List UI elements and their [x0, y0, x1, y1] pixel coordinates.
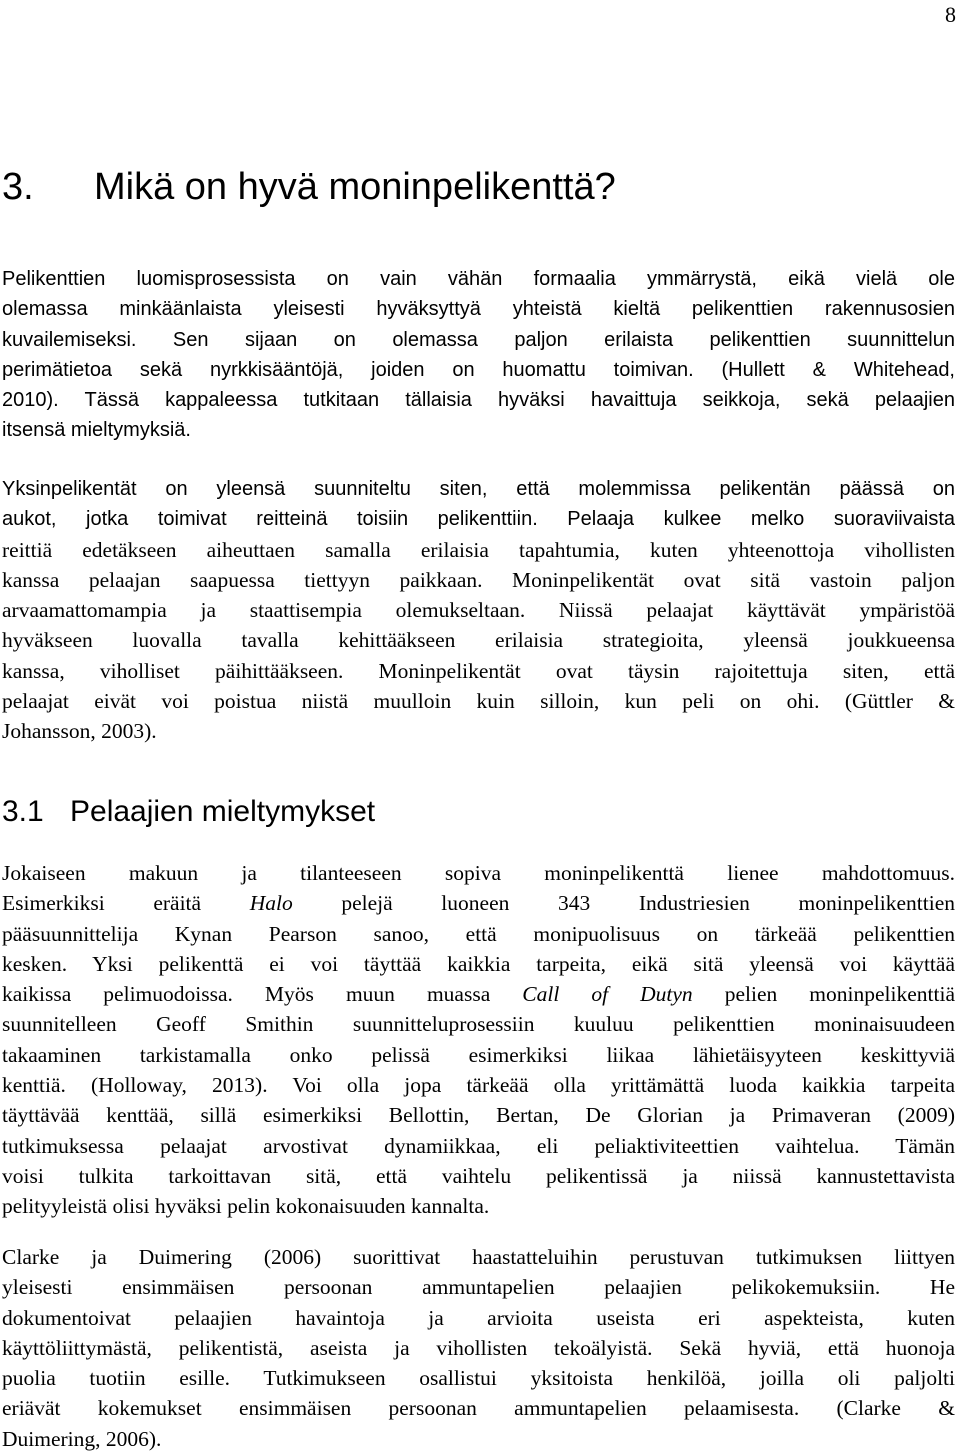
text-run: pelien moninpelikenttiä — [692, 982, 955, 1007]
paragraph-line: Pelikenttien luomisprosessista on vain vähän formaalia ymmärrystä, eikä vielä ole — [2, 268, 955, 290]
paragraph-line: kanssa pelaajan saapuessa tiettyyn paikkaan. Moninpelikentät ovat sitä vastoin paljon — [2, 567, 955, 592]
paragraph-line: arvaamattomampia ja staattisempia olemukseltaan. Niissä pelaajat käyttävät ympäristöä — [2, 598, 955, 623]
paragraph-line: itsensä mieltymyksiä. — [2, 419, 191, 442]
game-title-italic: Halo — [249, 891, 293, 916]
paragraph-line: voisi tulkita tarkoittavan sitä, että vaihtelu pelikentissä ja niissä kannustettavista — [2, 1163, 955, 1188]
section-title: Mikä on hyvä moninpelikenttä? — [94, 166, 616, 208]
paragraph-line: Clarke ja Duimering (2006) suorittivat haastatteluihin perustuvan tutkimuksen liittyen — [2, 1245, 955, 1269]
text-run: Esimerkiksi eräitä — [2, 891, 250, 916]
paragraph-line: täyttävää kenttää, sillä esimerkiksi Bellottin, Bertan, De Glorian ja Primaveran (2009) — [2, 1103, 955, 1128]
paragraph-line: hyväkseen luovalla tavalla kehittääkseen erilaisia strategioita, yleensä joukkueensa — [2, 628, 955, 653]
paragraph-line: kenttiä. (Holloway, 2013). Voi olla jopa tärkeää olla yrittämättä luoda kaikkia tarpeita — [2, 1073, 955, 1098]
paragraph-line: pelityyleistä olisi hyväksi pelin kokonaisuuden kannalta. — [2, 1194, 490, 1219]
paragraph-line: kesken. Yksi pelikenttä ei voi täyttää kaikkia tarpeita, eikä sitä yleensä voi käyttää — [2, 951, 955, 976]
page-number: 8 — [945, 2, 956, 27]
paragraph-line: puolia tuotiin esille. Tutkimukseen osallistui yksitoista henkilöä, joilla oli paljolti — [2, 1366, 955, 1391]
text-run: kaikissa pelimuodoissa. Myös muun muassa — [2, 982, 523, 1007]
paragraph-line: käyttöliittymästä, pelikentistä, aseista ja vihollisten tekoälyistä. Sekä hyviä, että huonoja — [2, 1335, 955, 1360]
paragraph-line: takaaminen tarkistamalla onko pelissä esimerkiksi liikaa lähietäisyyteen keskittyviä — [2, 1042, 955, 1067]
paragraph-line: pääsuunnittelija Kynan Pearson sanoo, että monipuolisuus on tärkeää pelikenttien — [2, 921, 955, 946]
game-title-italic: Call of Dutyn — [522, 982, 693, 1007]
paragraph-clarke-duimering — [2, 1242, 955, 1454]
paragraph-line: kanssa, viholliset päihittääkseen. Moninpelikentät ovat täysin rajoitettuja siten, että — [2, 658, 955, 683]
paragraph-player-preferences — [2, 858, 955, 1222]
paragraph-line: olemassa minkäänlaista yleisesti hyväksyttyä yhteistä kieltä pelikenttien rakennusosien — [2, 298, 955, 321]
paragraph-line — [2, 979, 955, 1009]
paragraph-line: dokumentoivat pelaajien havaintoja ja arvioita useista eri aspekteista, kuten — [2, 1305, 955, 1330]
paragraph-line: perimätietoa sekä nyrkkisääntöjä, joiden on huomattu toimivan. (Hullett & Whitehead, — [2, 358, 955, 381]
paragraph-line: tutkimuksessa pelaajat arvostivat dynamiikkaa, eli peliaktiviteettien vaihtelua. Tämän — [2, 1133, 955, 1158]
subsection-number: 3.1 — [2, 795, 44, 828]
paragraph-line: Yksinpelikentät on yleensä suunniteltu siten, että molemmissa pelikentän päässä on — [2, 478, 955, 500]
paragraph-line: 2010). Tässä kappaleessa tutkitaan tällaisia hyväksi havaittuja seikkoja, sekä pelaajien — [2, 389, 955, 412]
paragraph-line: Jokaiseen makuun ja tilanteeseen sopiva moninpelikenttä lienee mahdottomuus. — [2, 861, 955, 885]
paragraph-line: kuvailemiseksi. Sen sijaan on olemassa paljon erilaista pelikenttien suunnittelun — [2, 328, 955, 351]
paragraph-intro — [2, 264, 955, 446]
paragraph-line: reittiä edetäkseen aiheuttaen samalla erilaisia tapahtumia, kuten yhteenottoja vihollisten — [2, 537, 955, 562]
paragraph-singleplayer-vs-multiplayer — [2, 474, 955, 747]
text-run: pelejä luoneen 343 Industriesien moninpelikenttien — [292, 891, 956, 916]
paragraph-line: Johansson, 2003). — [2, 719, 157, 744]
paragraph-line: eriävät kokemukset ensimmäisen persoonan ammuntapelien pelaamisesta. (Clarke & — [2, 1396, 955, 1421]
section-number: 3. — [2, 166, 34, 208]
subsection-title: Pelaajien mieltymykset — [70, 795, 376, 828]
paragraph-line: Duimering, 2006). — [2, 1426, 162, 1451]
paragraph-line: aukot, jotka toimivat reitteinä toisiin pelikenttiin. Pelaaja kulkee melko suoraviivaista — [2, 508, 955, 531]
paragraph-line: suunnitelleen Geoff Smithin suunnitteluprosessiin kuuluu pelikenttien moninaisuudeen — [2, 1012, 955, 1037]
section-heading — [2, 164, 616, 210]
subsection-heading — [2, 793, 375, 831]
paragraph-line: pelaajat eivät voi poistua niistä muulloin kuin silloin, kun peli on ohi. (Güttler & — [2, 689, 955, 714]
paragraph-line — [2, 888, 955, 918]
paragraph-line: yleisesti ensimmäisen persoonan ammuntapelien pelaajien pelikokemuksiin. He — [2, 1275, 955, 1300]
